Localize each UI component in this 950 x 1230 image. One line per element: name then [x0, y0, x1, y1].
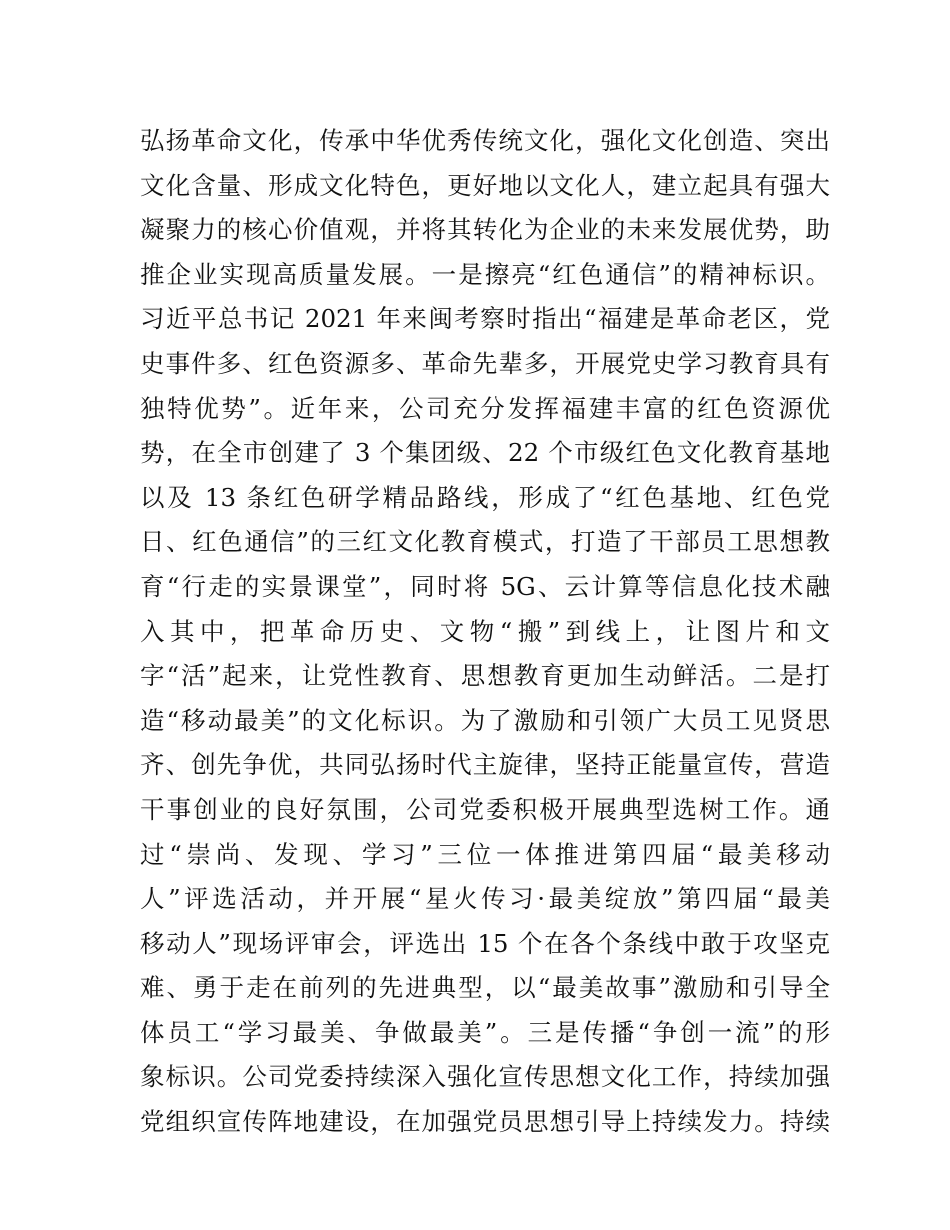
text-line: 势，在全市创建了 3 个集团级、22 个市级红色文化教育基地 — [140, 438, 830, 468]
text-line: 象标识。公司党委持续深入强化宣传思想文化工作，持续加强 — [140, 1062, 830, 1092]
text-line: 弘扬革命文化，传承中华优秀传统文化，强化文化创造、突出 — [140, 126, 830, 155]
text-line: 习近平总书记 2021 年来闽考察时指出“福建是革命老区，党 — [140, 304, 830, 334]
text-line: 凝聚力的核心价值观，并将其转化为企业的未来发展优势，助 — [140, 215, 830, 245]
text-line: 干事创业的良好氛围，公司党委积极开展典型选树工作。通 — [140, 794, 830, 824]
text-line: 日、红色通信”的三红文化教育模式，打造了干部员工思想教 — [140, 527, 830, 557]
text-line: 党组织宣传阵地建设，在加强党员思想引导上持续发力。持续 — [140, 1107, 830, 1137]
text-line: 推企业实现高质量发展。一是擦亮“红色通信”的精神标识。 — [140, 259, 830, 289]
text-line: 独特优势”。近年来，公司充分发挥福建丰富的红色资源优 — [140, 393, 830, 423]
text-line: 文化含量、形成文化特色，更好地以文化人，建立起具有强大 — [140, 170, 830, 200]
text-line: 字“活”起来，让党性教育、思想教育更加生动鲜活。二是打 — [140, 661, 830, 691]
body-paragraph — [140, 119, 830, 1145]
text-line: 入其中，把革命历史、文物“搬”到线上，让图片和文 — [140, 616, 830, 646]
text-line: 以及 13 条红色研学精品路线，形成了“红色基地、红色党 — [140, 482, 830, 512]
text-line: 史事件多、红色资源多、革命先辈多，开展党史学习教育具有 — [140, 348, 830, 378]
text-line: 齐、创先争优，共同弘扬时代主旋律，坚持正能量宣传，营造 — [140, 750, 830, 780]
text-line: 移动人”现场评审会，评选出 15 个在各个条线中敢于攻坚克 — [140, 928, 830, 958]
text-line: 体员工“学习最美、争做最美”。三是传播“争创一流”的形 — [140, 1017, 830, 1047]
text-line: 难、勇于走在前列的先进典型，以“最美故事”激励和引导全 — [140, 973, 830, 1003]
text-line: 育“行走的实景课堂”，同时将 5G、云计算等信息化技术融 — [140, 571, 830, 601]
text-line: 造“移动最美”的文化标识。为了激励和引领广大员工见贤思 — [140, 705, 830, 735]
text-line: 过“崇尚、发现、学习”三位一体推进第四届“最美移动 — [140, 839, 830, 869]
text-line: 人”评选活动，并开展“星火传习·最美绽放”第四届“最美 — [140, 884, 830, 914]
